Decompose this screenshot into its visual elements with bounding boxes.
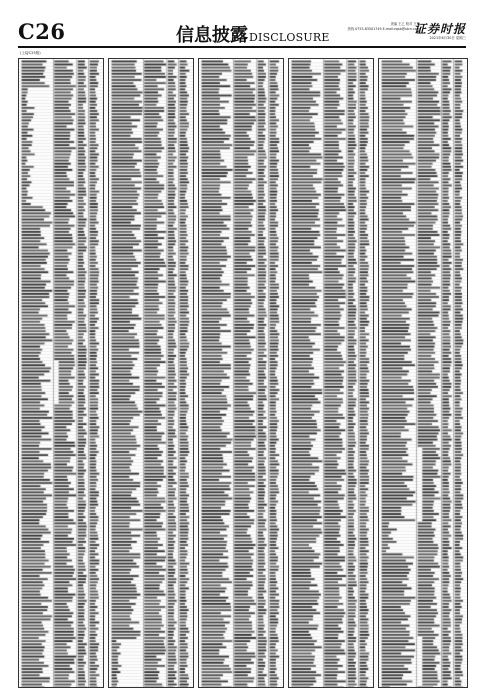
newspaper-logo: 证券时报 (413, 22, 466, 36)
table-column-5 (378, 58, 468, 688)
dense-fund-table-3 (199, 59, 283, 688)
table-column-3 (198, 58, 284, 688)
dense-fund-table-1 (19, 59, 103, 688)
table-column-1 (18, 58, 104, 688)
section-title (176, 21, 330, 47)
table-column-4 (288, 58, 374, 688)
editors-line: 美编 王乙 校对 王艳 (390, 22, 420, 26)
page-number: C26 (18, 19, 66, 44)
contact-line: 热线 0755-83501749 E-mail:zqsb@stcn.com (347, 26, 420, 31)
section-title-en: DISCLOSURE (249, 31, 330, 44)
masthead (18, 20, 466, 48)
dense-fund-table-2 (109, 59, 193, 688)
section-title-cn: 信息披露 (176, 25, 248, 46)
disclosure-body (18, 50, 466, 688)
dense-fund-table-4 (289, 59, 373, 688)
table-column-2 (108, 58, 194, 688)
continued-notice: (上接C25版) (20, 51, 41, 55)
dense-fund-table-5 (379, 59, 467, 688)
issue-date: 2021年6月30日 星期三 (429, 36, 466, 40)
masthead-meta (340, 22, 420, 31)
